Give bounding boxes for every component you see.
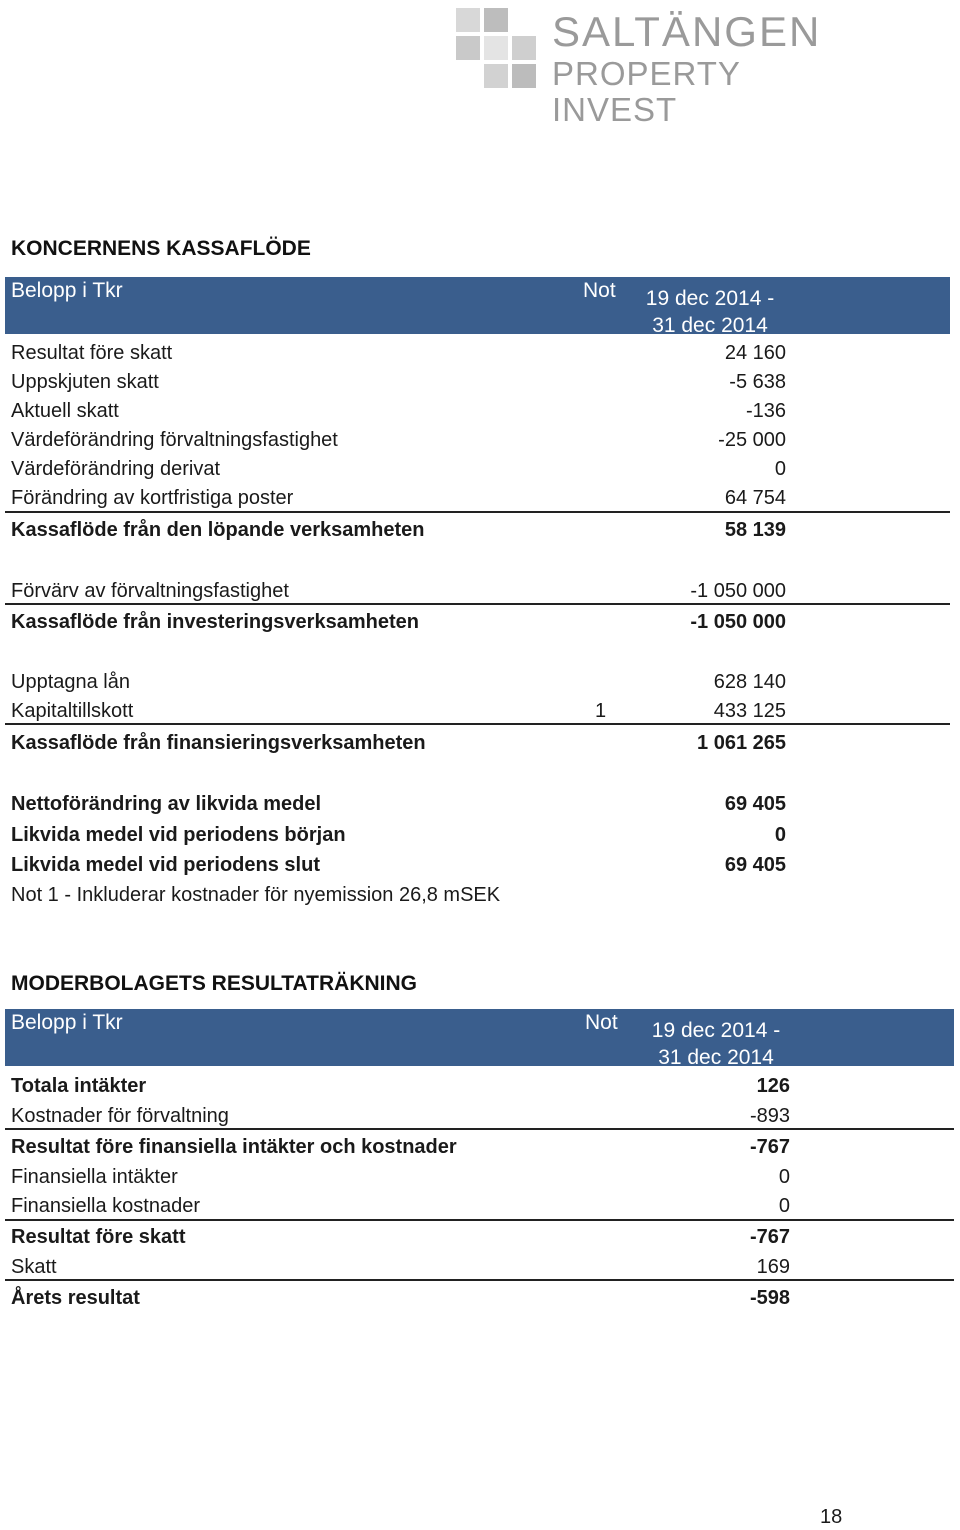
income-row-label: Finansiella intäkter — [11, 1166, 178, 1188]
cashflow-row-note: 1 — [595, 700, 607, 722]
cashflow-subtotal-label: Kassaflöde från den löpande verksamheten — [11, 519, 425, 541]
cashflow-footnote: Not 1 - Inkluderar kostnader för nyemission 26,8 mSEK — [11, 884, 501, 906]
cashflow-row-label: Uppskjuten skatt — [11, 371, 159, 393]
income-subtotal-label: Resultat före finansiella intäkter och kostnader — [11, 1136, 457, 1158]
cashflow-total-label: Likvida medel vid periodens slut — [11, 854, 320, 876]
saltangen-logo-mark-icon — [452, 4, 548, 96]
cashflow-subtotal-label: Kassaflöde från finansieringsverksamheten — [11, 732, 426, 754]
cashflow-row-label: Värdeförändring förvaltningsfastighet — [11, 429, 338, 451]
cashflow-row-value: 0 — [774, 458, 786, 480]
divider — [5, 1128, 954, 1130]
cashflow-row-value: -1 050 000 — [690, 580, 786, 602]
divider — [5, 1279, 954, 1281]
income-row-value: 126 — [756, 1075, 790, 1097]
page-number: 18 — [820, 1506, 843, 1528]
cashflow-row-value: -25 000 — [718, 429, 786, 451]
income-row-value: 0 — [778, 1195, 790, 1217]
cashflow-row-value: -136 — [745, 400, 786, 422]
income-row-value: -893 — [749, 1105, 790, 1127]
divider — [5, 1219, 954, 1221]
divider — [5, 723, 950, 725]
cashflow-header-period: 19 dec 2014 - 31 dec 2014 — [645, 287, 775, 337]
divider — [5, 511, 950, 513]
income-row-label: Kostnader för förvaltning — [11, 1105, 229, 1127]
income-row-label: Finansiella kostnader — [11, 1195, 200, 1217]
cashflow-row-value: 433 125 — [713, 700, 786, 722]
cashflow-total-value: 69 405 — [724, 854, 786, 876]
income-header — [5, 1009, 954, 1069]
logo-wordmark-line2: PROPERTY INVEST — [552, 55, 741, 128]
income-row-value: 169 — [756, 1256, 790, 1278]
cashflow-total-value: 69 405 — [724, 793, 786, 815]
cashflow-row-value: 64 754 — [724, 487, 786, 509]
cashflow-row-label: Resultat före skatt — [11, 342, 173, 364]
cashflow-subtotal-value: 58 139 — [724, 519, 786, 541]
cashflow-row-value: 628 140 — [713, 671, 786, 693]
income-row-label: Totala intäkter — [11, 1075, 147, 1097]
company-logo — [452, 4, 842, 128]
income-row-label: Skatt — [11, 1256, 57, 1278]
cashflow-row-label: Upptagna lån — [11, 671, 130, 693]
income-total-value: -598 — [749, 1287, 790, 1309]
cashflow-row-value: -5 638 — [729, 371, 786, 393]
cashflow-row-label: Aktuell skatt — [11, 400, 119, 422]
divider — [5, 603, 950, 605]
cashflow-header-amount-label: Belopp i Tkr — [11, 279, 123, 302]
cashflow-row-label: Förvärv av förvaltningsfastighet — [11, 580, 289, 602]
income-subtotal-label: Resultat före skatt — [11, 1226, 186, 1248]
cashflow-total-label: Likvida medel vid periodens början — [11, 824, 346, 846]
cashflow-title: KONCERNENS KASSAFLÖDE — [11, 237, 311, 260]
cashflow-total-label: Nettoförändring av likvida medel — [11, 793, 322, 815]
logo-wordmark-line1: SALTÄNGEN — [552, 8, 822, 55]
income-row-value: 0 — [778, 1166, 790, 1188]
income-subtotal-value: -767 — [749, 1136, 790, 1158]
cashflow-subtotal-value: 1 061 265 — [697, 732, 786, 754]
income-title: MODERBOLAGETS RESULTATRÄKNING — [11, 972, 417, 995]
income-header-period: 19 dec 2014 - 31 dec 2014 — [651, 1019, 781, 1069]
cashflow-total-value: 0 — [774, 824, 786, 846]
cashflow-row-label: Värdeförändring derivat — [11, 458, 221, 480]
cashflow-row-value: 24 160 — [724, 342, 786, 364]
cashflow-header — [5, 277, 950, 337]
income-subtotal-value: -767 — [749, 1226, 790, 1248]
cashflow-header-note-label: Not — [583, 279, 616, 302]
income-header-note-label: Not — [585, 1011, 618, 1034]
cashflow-row-label: Förändring av kortfristiga poster — [11, 487, 294, 509]
income-total-label: Årets resultat — [11, 1287, 140, 1309]
cashflow-subtotal-label: Kassaflöde från investeringsverksamheten — [11, 611, 419, 633]
cashflow-subtotal-value: -1 050 000 — [690, 611, 786, 633]
income-header-amount-label: Belopp i Tkr — [11, 1011, 123, 1034]
cashflow-row-label: Kapitaltillskott — [11, 700, 134, 722]
